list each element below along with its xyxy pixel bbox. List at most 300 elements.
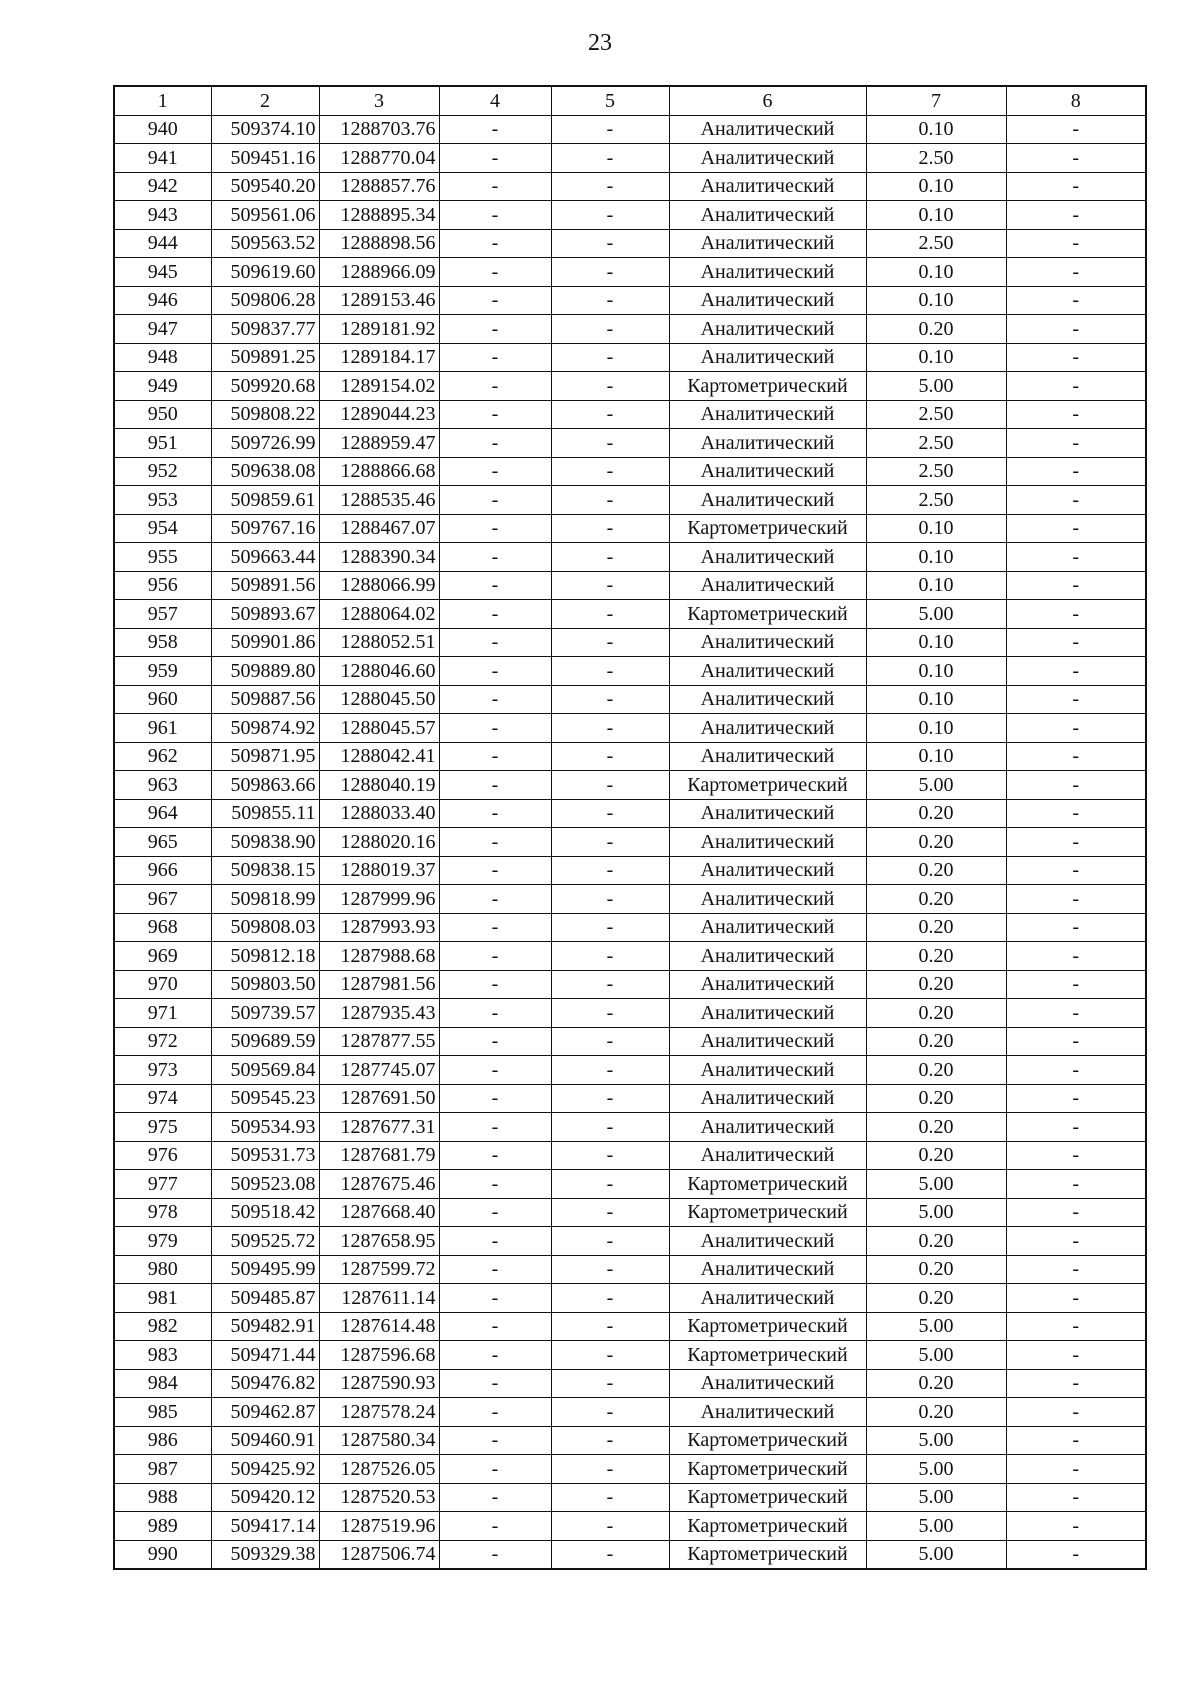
- precision-cell: 0.20: [866, 856, 1006, 885]
- point-number-cell: 952: [114, 457, 211, 486]
- table-row: [114, 1284, 1146, 1313]
- table-row: [114, 1312, 1146, 1341]
- precision-cell: 0.20: [866, 828, 1006, 857]
- table-header-row: [114, 86, 1146, 115]
- coord-y-cell: 1287580.34: [319, 1426, 439, 1455]
- coord-y-cell: 1287988.68: [319, 942, 439, 971]
- col-8-cell: -: [1006, 1312, 1146, 1341]
- coord-y-cell: 1287675.46: [319, 1170, 439, 1199]
- table-row: [114, 828, 1146, 857]
- col-4-cell: -: [439, 1540, 551, 1569]
- precision-cell: 0.10: [866, 685, 1006, 714]
- table-row: [114, 115, 1146, 144]
- point-number-cell: 962: [114, 742, 211, 771]
- method-cell: Аналитический: [669, 970, 866, 999]
- precision-cell: 0.10: [866, 571, 1006, 600]
- table-row: [114, 144, 1146, 173]
- col-4-cell: -: [439, 571, 551, 600]
- precision-cell: 2.50: [866, 486, 1006, 515]
- col-8-cell: -: [1006, 372, 1146, 401]
- point-number-cell: 946: [114, 286, 211, 315]
- method-cell: Картометрический: [669, 1455, 866, 1484]
- point-number-cell: 987: [114, 1455, 211, 1484]
- column-header: 2: [211, 86, 319, 115]
- coord-y-cell: 1288898.56: [319, 229, 439, 258]
- coord-y-cell: 1287935.43: [319, 999, 439, 1028]
- coord-x-cell: 509920.68: [211, 372, 319, 401]
- method-cell: Аналитический: [669, 286, 866, 315]
- point-number-cell: 949: [114, 372, 211, 401]
- col-5-cell: -: [551, 714, 669, 743]
- method-cell: Картометрический: [669, 1341, 866, 1370]
- coord-x-cell: 509485.87: [211, 1284, 319, 1313]
- method-cell: Картометрический: [669, 372, 866, 401]
- coord-x-cell: 509837.77: [211, 315, 319, 344]
- method-cell: Аналитический: [669, 799, 866, 828]
- coord-y-cell: 1288959.47: [319, 429, 439, 458]
- col-5-cell: -: [551, 1398, 669, 1427]
- point-number-cell: 942: [114, 172, 211, 201]
- col-8-cell: -: [1006, 172, 1146, 201]
- coord-x-cell: 509726.99: [211, 429, 319, 458]
- coord-y-cell: 1287745.07: [319, 1056, 439, 1085]
- coord-y-cell: 1288045.57: [319, 714, 439, 743]
- point-number-cell: 945: [114, 258, 211, 287]
- method-cell: Аналитический: [669, 885, 866, 914]
- coord-y-cell: 1287691.50: [319, 1084, 439, 1113]
- col-8-cell: -: [1006, 999, 1146, 1028]
- point-number-cell: 951: [114, 429, 211, 458]
- col-5-cell: -: [551, 828, 669, 857]
- point-number-cell: 988: [114, 1483, 211, 1512]
- col-8-cell: -: [1006, 714, 1146, 743]
- method-cell: Картометрический: [669, 514, 866, 543]
- coord-y-cell: 1288045.50: [319, 685, 439, 714]
- point-number-cell: 943: [114, 201, 211, 230]
- table-row: [114, 856, 1146, 885]
- coord-y-cell: 1288066.99: [319, 571, 439, 600]
- coord-y-cell: 1287877.55: [319, 1027, 439, 1056]
- point-number-cell: 982: [114, 1312, 211, 1341]
- precision-cell: 0.10: [866, 258, 1006, 287]
- table-row: [114, 628, 1146, 657]
- method-cell: Аналитический: [669, 457, 866, 486]
- coord-x-cell: 509374.10: [211, 115, 319, 144]
- table-row: [114, 514, 1146, 543]
- table-row: [114, 543, 1146, 572]
- precision-cell: 2.50: [866, 144, 1006, 173]
- point-number-cell: 966: [114, 856, 211, 885]
- method-cell: Аналитический: [669, 1284, 866, 1313]
- table-row: [114, 400, 1146, 429]
- col-4-cell: -: [439, 1170, 551, 1199]
- table-row: [114, 1170, 1146, 1199]
- table-row: [114, 1512, 1146, 1541]
- col-5-cell: -: [551, 628, 669, 657]
- col-4-cell: -: [439, 771, 551, 800]
- table-row: [114, 799, 1146, 828]
- precision-cell: 0.20: [866, 799, 1006, 828]
- col-5-cell: -: [551, 172, 669, 201]
- coord-x-cell: 509462.87: [211, 1398, 319, 1427]
- col-5-cell: -: [551, 856, 669, 885]
- point-number-cell: 985: [114, 1398, 211, 1427]
- method-cell: Аналитический: [669, 543, 866, 572]
- method-cell: Аналитический: [669, 828, 866, 857]
- point-number-cell: 978: [114, 1198, 211, 1227]
- precision-cell: 0.10: [866, 742, 1006, 771]
- precision-cell: 0.10: [866, 514, 1006, 543]
- col-4-cell: -: [439, 856, 551, 885]
- col-5-cell: -: [551, 1227, 669, 1256]
- col-4-cell: -: [439, 999, 551, 1028]
- table-row: [114, 600, 1146, 629]
- precision-cell: 5.00: [866, 1341, 1006, 1370]
- coord-y-cell: 1287526.05: [319, 1455, 439, 1484]
- col-8-cell: -: [1006, 628, 1146, 657]
- point-number-cell: 947: [114, 315, 211, 344]
- col-8-cell: -: [1006, 942, 1146, 971]
- coord-y-cell: 1287677.31: [319, 1113, 439, 1142]
- precision-cell: 5.00: [866, 600, 1006, 629]
- col-8-cell: -: [1006, 1540, 1146, 1569]
- table-row: [114, 343, 1146, 372]
- col-5-cell: -: [551, 1540, 669, 1569]
- method-cell: Аналитический: [669, 1084, 866, 1113]
- point-number-cell: 979: [114, 1227, 211, 1256]
- precision-cell: 0.20: [866, 1398, 1006, 1427]
- precision-cell: 0.20: [866, 1284, 1006, 1313]
- coord-y-cell: 1287981.56: [319, 970, 439, 999]
- coord-y-cell: 1287590.93: [319, 1369, 439, 1398]
- coord-y-cell: 1289153.46: [319, 286, 439, 315]
- col-8-cell: -: [1006, 913, 1146, 942]
- col-4-cell: -: [439, 1113, 551, 1142]
- precision-cell: 0.10: [866, 201, 1006, 230]
- coord-y-cell: 1287668.40: [319, 1198, 439, 1227]
- precision-cell: 0.20: [866, 970, 1006, 999]
- col-5-cell: -: [551, 1512, 669, 1541]
- col-4-cell: -: [439, 600, 551, 629]
- col-8-cell: -: [1006, 600, 1146, 629]
- point-number-cell: 973: [114, 1056, 211, 1085]
- col-8-cell: -: [1006, 1455, 1146, 1484]
- col-8-cell: -: [1006, 429, 1146, 458]
- col-4-cell: -: [439, 514, 551, 543]
- col-8-cell: -: [1006, 1398, 1146, 1427]
- table-row: [114, 999, 1146, 1028]
- col-8-cell: -: [1006, 742, 1146, 771]
- method-cell: Картометрический: [669, 1540, 866, 1569]
- col-4-cell: -: [439, 172, 551, 201]
- col-4-cell: -: [439, 828, 551, 857]
- coord-y-cell: 1288019.37: [319, 856, 439, 885]
- col-4-cell: -: [439, 400, 551, 429]
- table-row: [114, 1056, 1146, 1085]
- point-number-cell: 961: [114, 714, 211, 743]
- col-4-cell: -: [439, 942, 551, 971]
- table-row: [114, 1027, 1146, 1056]
- precision-cell: 5.00: [866, 1312, 1006, 1341]
- coord-x-cell: 509739.57: [211, 999, 319, 1028]
- point-number-cell: 970: [114, 970, 211, 999]
- method-cell: Аналитический: [669, 856, 866, 885]
- method-cell: Картометрический: [669, 1198, 866, 1227]
- precision-cell: 0.20: [866, 315, 1006, 344]
- precision-cell: 5.00: [866, 1540, 1006, 1569]
- method-cell: Аналитический: [669, 913, 866, 942]
- coord-x-cell: 509425.92: [211, 1455, 319, 1484]
- precision-cell: 0.20: [866, 942, 1006, 971]
- col-5-cell: -: [551, 201, 669, 230]
- point-number-cell: 941: [114, 144, 211, 173]
- coord-x-cell: 509893.67: [211, 600, 319, 629]
- coord-y-cell: 1287520.53: [319, 1483, 439, 1512]
- point-number-cell: 960: [114, 685, 211, 714]
- col-4-cell: -: [439, 685, 551, 714]
- col-4-cell: -: [439, 1426, 551, 1455]
- col-8-cell: -: [1006, 315, 1146, 344]
- method-cell: Аналитический: [669, 1056, 866, 1085]
- col-5-cell: -: [551, 1113, 669, 1142]
- precision-cell: 0.10: [866, 172, 1006, 201]
- col-4-cell: -: [439, 286, 551, 315]
- table-row: [114, 771, 1146, 800]
- table-row: [114, 172, 1146, 201]
- method-cell: Аналитический: [669, 343, 866, 372]
- col-5-cell: -: [551, 543, 669, 572]
- coord-y-cell: 1287658.95: [319, 1227, 439, 1256]
- col-5-cell: -: [551, 229, 669, 258]
- coord-y-cell: 1288857.76: [319, 172, 439, 201]
- coord-x-cell: 509838.90: [211, 828, 319, 857]
- coord-x-cell: 509863.66: [211, 771, 319, 800]
- method-cell: Аналитический: [669, 1113, 866, 1142]
- coord-y-cell: 1287599.72: [319, 1255, 439, 1284]
- precision-cell: 0.20: [866, 913, 1006, 942]
- col-4-cell: -: [439, 913, 551, 942]
- col-4-cell: -: [439, 258, 551, 287]
- point-number-cell: 959: [114, 657, 211, 686]
- coord-x-cell: 509808.03: [211, 913, 319, 942]
- coord-y-cell: 1289181.92: [319, 315, 439, 344]
- col-5-cell: -: [551, 258, 669, 287]
- coord-x-cell: 509818.99: [211, 885, 319, 914]
- point-number-cell: 986: [114, 1426, 211, 1455]
- precision-cell: 0.20: [866, 1227, 1006, 1256]
- point-number-cell: 969: [114, 942, 211, 971]
- col-8-cell: -: [1006, 457, 1146, 486]
- precision-cell: 0.20: [866, 1113, 1006, 1142]
- col-5-cell: -: [551, 400, 669, 429]
- column-header: 5: [551, 86, 669, 115]
- col-4-cell: -: [439, 1084, 551, 1113]
- coord-y-cell: 1288467.07: [319, 514, 439, 543]
- col-4-cell: -: [439, 1483, 551, 1512]
- method-cell: Аналитический: [669, 115, 866, 144]
- method-cell: Аналитический: [669, 657, 866, 686]
- table-row: [114, 315, 1146, 344]
- coord-x-cell: 509495.99: [211, 1255, 319, 1284]
- col-4-cell: -: [439, 229, 551, 258]
- point-number-cell: 967: [114, 885, 211, 914]
- coord-x-cell: 509451.16: [211, 144, 319, 173]
- table-row: [114, 970, 1146, 999]
- coord-x-cell: 509420.12: [211, 1483, 319, 1512]
- col-5-cell: -: [551, 1312, 669, 1341]
- point-number-cell: 956: [114, 571, 211, 600]
- coord-y-cell: 1288703.76: [319, 115, 439, 144]
- method-cell: Аналитический: [669, 942, 866, 971]
- precision-cell: 0.20: [866, 1056, 1006, 1085]
- col-5-cell: -: [551, 999, 669, 1028]
- coord-y-cell: 1287681.79: [319, 1141, 439, 1170]
- col-4-cell: -: [439, 657, 551, 686]
- col-4-cell: -: [439, 1369, 551, 1398]
- method-cell: Картометрический: [669, 1483, 866, 1512]
- table-row: [114, 1227, 1146, 1256]
- col-4-cell: -: [439, 799, 551, 828]
- precision-cell: 0.10: [866, 343, 1006, 372]
- method-cell: Аналитический: [669, 571, 866, 600]
- method-cell: Аналитический: [669, 999, 866, 1028]
- table-row: [114, 1141, 1146, 1170]
- col-4-cell: -: [439, 1341, 551, 1370]
- point-number-cell: 968: [114, 913, 211, 942]
- table-row: [114, 429, 1146, 458]
- coord-x-cell: 509808.22: [211, 400, 319, 429]
- method-cell: Аналитический: [669, 1255, 866, 1284]
- coord-y-cell: 1288046.60: [319, 657, 439, 686]
- col-8-cell: -: [1006, 1255, 1146, 1284]
- precision-cell: 2.50: [866, 429, 1006, 458]
- point-number-cell: 984: [114, 1369, 211, 1398]
- method-cell: Аналитический: [669, 486, 866, 515]
- method-cell: Аналитический: [669, 1141, 866, 1170]
- col-4-cell: -: [439, 1027, 551, 1056]
- precision-cell: 0.20: [866, 885, 1006, 914]
- point-number-cell: 971: [114, 999, 211, 1028]
- col-5-cell: -: [551, 600, 669, 629]
- precision-cell: 0.20: [866, 1027, 1006, 1056]
- col-5-cell: -: [551, 514, 669, 543]
- coord-x-cell: 509561.06: [211, 201, 319, 230]
- coord-x-cell: 509891.25: [211, 343, 319, 372]
- table-row: [114, 885, 1146, 914]
- col-4-cell: -: [439, 543, 551, 572]
- col-8-cell: -: [1006, 258, 1146, 287]
- coord-y-cell: 1288064.02: [319, 600, 439, 629]
- table-row: [114, 1255, 1146, 1284]
- col-8-cell: -: [1006, 115, 1146, 144]
- method-cell: Аналитический: [669, 229, 866, 258]
- coord-x-cell: 509482.91: [211, 1312, 319, 1341]
- precision-cell: 0.20: [866, 1084, 1006, 1113]
- table-row: [114, 942, 1146, 971]
- point-number-cell: 954: [114, 514, 211, 543]
- col-8-cell: -: [1006, 1084, 1146, 1113]
- col-5-cell: -: [551, 1483, 669, 1512]
- col-5-cell: -: [551, 372, 669, 401]
- method-cell: Аналитический: [669, 742, 866, 771]
- coord-x-cell: 509803.50: [211, 970, 319, 999]
- point-number-cell: 974: [114, 1084, 211, 1113]
- coord-x-cell: 509901.86: [211, 628, 319, 657]
- precision-cell: 0.10: [866, 714, 1006, 743]
- method-cell: Картометрический: [669, 1426, 866, 1455]
- coord-x-cell: 509838.15: [211, 856, 319, 885]
- col-4-cell: -: [439, 628, 551, 657]
- point-number-cell: 990: [114, 1540, 211, 1569]
- method-cell: Аналитический: [669, 1398, 866, 1427]
- col-5-cell: -: [551, 1198, 669, 1227]
- coord-y-cell: 1287578.24: [319, 1398, 439, 1427]
- coord-x-cell: 509638.08: [211, 457, 319, 486]
- col-4-cell: -: [439, 429, 551, 458]
- precision-cell: 0.10: [866, 628, 1006, 657]
- col-4-cell: -: [439, 201, 551, 230]
- col-8-cell: -: [1006, 1227, 1146, 1256]
- table-row: [114, 1084, 1146, 1113]
- coord-y-cell: 1288390.34: [319, 543, 439, 572]
- coord-x-cell: 509891.56: [211, 571, 319, 600]
- col-5-cell: -: [551, 913, 669, 942]
- precision-cell: 0.20: [866, 1369, 1006, 1398]
- coord-x-cell: 509887.56: [211, 685, 319, 714]
- method-cell: Картометрический: [669, 600, 866, 629]
- coord-y-cell: 1287999.96: [319, 885, 439, 914]
- point-number-cell: 983: [114, 1341, 211, 1370]
- col-4-cell: -: [439, 970, 551, 999]
- col-8-cell: -: [1006, 486, 1146, 515]
- col-4-cell: -: [439, 1198, 551, 1227]
- table-row: [114, 1426, 1146, 1455]
- coord-x-cell: 509476.82: [211, 1369, 319, 1398]
- coord-y-cell: 1288042.41: [319, 742, 439, 771]
- method-cell: Аналитический: [669, 201, 866, 230]
- precision-cell: 5.00: [866, 1426, 1006, 1455]
- col-5-cell: -: [551, 144, 669, 173]
- col-5-cell: -: [551, 1255, 669, 1284]
- col-5-cell: -: [551, 1170, 669, 1199]
- precision-cell: 0.10: [866, 286, 1006, 315]
- col-4-cell: -: [439, 315, 551, 344]
- coord-y-cell: 1288033.40: [319, 799, 439, 828]
- point-number-cell: 981: [114, 1284, 211, 1313]
- table-row: [114, 1113, 1146, 1142]
- table-row: [114, 742, 1146, 771]
- coord-x-cell: 509545.23: [211, 1084, 319, 1113]
- method-cell: Аналитический: [669, 1227, 866, 1256]
- method-cell: Аналитический: [669, 628, 866, 657]
- precision-cell: 2.50: [866, 457, 1006, 486]
- method-cell: Картометрический: [669, 771, 866, 800]
- table-row: [114, 486, 1146, 515]
- point-number-cell: 963: [114, 771, 211, 800]
- col-8-cell: -: [1006, 885, 1146, 914]
- coord-x-cell: 509531.73: [211, 1141, 319, 1170]
- coord-y-cell: 1287596.68: [319, 1341, 439, 1370]
- col-5-cell: -: [551, 742, 669, 771]
- col-8-cell: -: [1006, 685, 1146, 714]
- col-8-cell: -: [1006, 571, 1146, 600]
- col-5-cell: -: [551, 657, 669, 686]
- col-5-cell: -: [551, 1027, 669, 1056]
- col-5-cell: -: [551, 942, 669, 971]
- col-8-cell: -: [1006, 799, 1146, 828]
- table-row: [114, 372, 1146, 401]
- method-cell: Аналитический: [669, 685, 866, 714]
